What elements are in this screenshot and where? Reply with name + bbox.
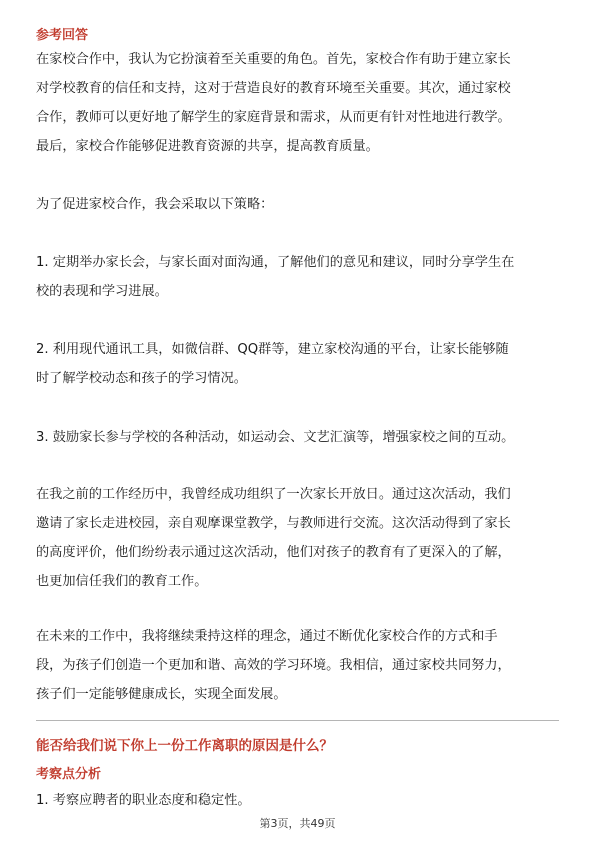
text-line: 在未来的工作中，我将继续秉持这样的理念，通过不断优化家校合作的方式和手 (36, 629, 498, 644)
text-line: 孩子们一定能够健康成长，实现全面发展。 (36, 687, 287, 702)
interview-question: 能否给我们说下你上一份工作离职的原因是什么？ (36, 738, 333, 754)
text-line: 时了解学校动态和孩子的学习情况。 (36, 371, 247, 386)
paragraph-strategy-2 (36, 335, 561, 393)
paragraph-intro (36, 45, 561, 161)
text-line: 1. 定期举办家长会，与家长面对面沟通，了解他们的意见和建议，同时分享学生在 (36, 255, 515, 270)
analysis-heading: 考察点分析 (36, 767, 102, 782)
text-line: 在家校合作中，我认为它扮演着至关重要的角色。首先，家校合作有助于建立家长 (36, 52, 511, 67)
text-line: 2. 利用现代通讯工具，如微信群、QQ群等，建立家校沟通的平台，让家长能够随 (36, 342, 509, 357)
text-line: 对学校教育的信任和支持，这对于营造良好的教育环境至关重要。其次，通过家校 (36, 81, 511, 96)
paragraph-future (36, 622, 561, 709)
paragraph-strategy-intro (36, 190, 561, 219)
text-line: 为了促进家校合作，我会采取以下策略： (36, 197, 274, 212)
analysis-point-1: 1. 考察应聘者的职业态度和稳定性。 (36, 793, 251, 808)
text-line: 段，为孩子们创造一个更加和谐、高效的学习环境。我相信，通过家校共同努力， (36, 658, 511, 673)
paragraph-strategy-3 (36, 423, 561, 452)
text-line: 校的表现和学习进展。 (36, 284, 168, 299)
text-line: 3. 鼓励家长参与学校的各种活动，如运动会、文艺汇演等，增强家校之间的互动。 (36, 430, 515, 445)
section-divider (36, 720, 559, 721)
paragraph-experience (36, 480, 561, 596)
text-line: 邀请了家长走进校园，亲自观摩课堂教学，与教师进行交流。这次活动得到了家长 (36, 516, 511, 531)
reference-answer-heading: 参考回答 (36, 28, 89, 43)
text-line: 也更加信任我们的教育工作。 (36, 574, 208, 589)
text-line: 合作，教师可以更好地了解学生的家庭背景和需求，从而更有针对性地进行教学。 (36, 110, 511, 125)
text-line: 最后，家校合作能够促进教育资源的共享，提高教育质量。 (36, 139, 379, 154)
text-line: 在我之前的工作经历中，我曾经成功组织了一次家长开放日。通过这次活动，我们 (36, 487, 511, 502)
paragraph-strategy-1 (36, 248, 561, 306)
text-line: 的高度评价，他们纷纷表示通过这次活动，他们对孩子的教育有了更深入的了解， (36, 545, 511, 560)
page-number-footer: 第3页，共49页 (259, 817, 336, 830)
